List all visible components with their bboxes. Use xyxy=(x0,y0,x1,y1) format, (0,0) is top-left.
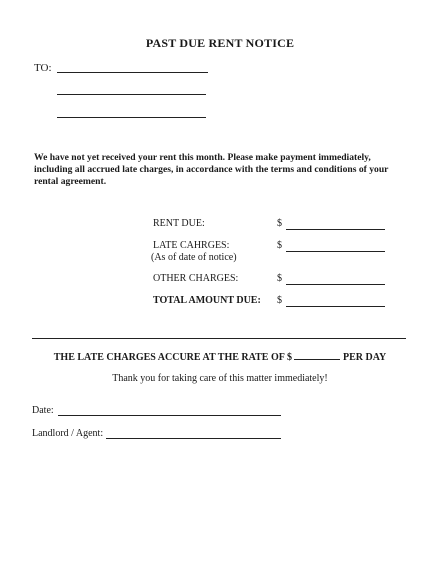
to-label: TO: xyxy=(34,62,52,74)
date-label: Date: xyxy=(32,405,54,416)
to-line-3[interactable] xyxy=(57,117,206,118)
notice-message: We have not yet received your rent this month. Please make payment immediately, including all accrued late charges, in accordance with the terms and conditions of your rental agreement. xyxy=(34,152,389,187)
late-charges-dollar-sign: $ xyxy=(277,240,282,251)
total-amount-dollar-sign: $ xyxy=(277,295,282,306)
rent-due-label: RENT DUE: xyxy=(153,218,205,229)
late-rate-amount-field[interactable] xyxy=(294,350,340,360)
landlord-agent-field[interactable] xyxy=(106,438,281,439)
late-charges-label: LATE CAHRGES: xyxy=(153,240,230,251)
other-charges-label: OTHER CHARGES: xyxy=(153,273,239,284)
total-amount-label: TOTAL AMOUNT DUE: xyxy=(153,295,261,306)
other-charges-field[interactable] xyxy=(286,284,385,285)
late-rate-statement xyxy=(0,350,440,363)
other-charges-dollar-sign: $ xyxy=(277,273,282,284)
to-line-2[interactable] xyxy=(57,94,206,95)
page-title: PAST DUE RENT NOTICE xyxy=(145,36,295,50)
section-divider xyxy=(32,338,406,339)
rent-due-field[interactable] xyxy=(286,229,385,230)
date-field[interactable] xyxy=(58,415,281,416)
thank-you-text: Thank you for taking care of this matter immediately! xyxy=(112,373,328,384)
landlord-agent-label: Landlord / Agent: xyxy=(32,428,104,439)
to-line-1[interactable] xyxy=(57,72,208,73)
late-charges-note: (As of date of notice) xyxy=(151,252,237,263)
late-charges-field[interactable] xyxy=(286,251,385,252)
late-rate-suffix: PER DAY xyxy=(342,352,387,363)
total-amount-field[interactable] xyxy=(286,306,385,307)
rent-due-dollar-sign: $ xyxy=(277,218,282,229)
late-rate-prefix: THE LATE CHARGES ACCURE AT THE RATE OF $ xyxy=(53,352,292,363)
